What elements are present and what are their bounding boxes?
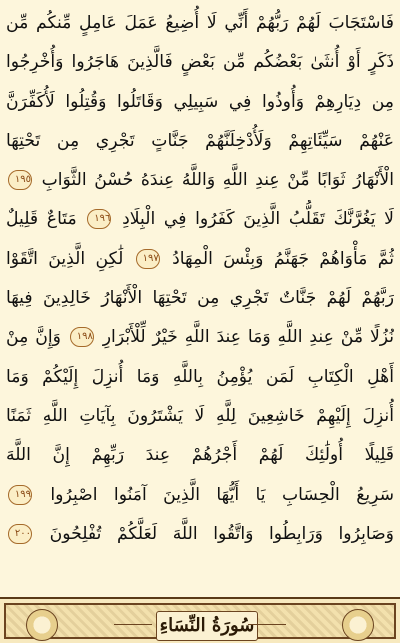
right-rosette-ornament-icon [342,609,374,641]
text-line-5 [6,161,394,200]
text-line-6 [6,200,394,239]
line-text: الْأَنْهَارُ ثَوَابًا مِّنْ عِندِ اللَّهِ وَاللَّهُ عِندَهُ حُسْنُ الثَّوَابِ [41,170,394,191]
quran-text-block [6,4,394,594]
left-frame-label [62,617,112,631]
right-divider [248,624,286,625]
line-text: فَاسْتَجَابَ لَهُمْ رَبُّهُمْ أَنِّي لَا أُضِيعُ عَمَلَ عَامِلٍ مِّنكُم مِّن [6,13,394,33]
line-text: وَصَابِرُوا وَرَابِطُوا وَاتَّقُوا اللَّهَ لَعَلَّكُمْ تُفْلِحُونَ [49,523,394,544]
line-text: أُنزِلَ إِلَيْهِمْ خَاشِعِينَ لِلَّهِ لَا يَشْتَرُونَ بِآيَاتِ اللَّهِ ثَمَنًا [6,405,394,426]
ayah-number-marker: ١٩٥ [8,170,32,190]
left-rosette-ornament-icon [26,609,58,641]
left-divider [114,624,152,625]
ayah-number-marker: ٢٠٠ [8,524,32,544]
line-text: لَا يَغُرَّنَّكَ تَقَلُّبُ الَّذِينَ كَفَرُوا فِي الْبِلَادِ [122,209,394,230]
text-line-7 [6,240,394,279]
line-tail-text: لَٰكِنِ الَّذِينَ اتَّقَوْا [6,248,124,269]
line-text: رَبَّهُمْ لَهُمْ جَنَّاتٌ تَجْرِي مِن تَحْتِهَا الْأَنْهَارُ خَالِدِينَ فِيهَا [6,288,394,309]
line-text: سَرِيعُ الْحِسَابِ يَا أَيُّهَا الَّذِينَ آمَنُوا اصْبِرُوا [50,484,394,505]
line-tail-text: مَتَاعٌ قَلِيلٌ [6,209,77,230]
ayah-number-marker: ١٩٨ [70,327,94,347]
line-text: أَهْلِ الْكِتَابِ لَمَن يُؤْمِنُ بِاللَّهِ وَمَا أُنزِلَ إِلَيْكُمْ وَمَا [6,366,394,387]
line-text: مِن دِيَارِهِمْ وَأُوذُوا فِي سَبِيلِي وَقَاتَلُوا وَقُتِلُوا لَأُكَفِّرَنَّ [6,91,394,112]
line-text: ثُمَّ مَأْوَاهُمْ جَهَنَّمُ وَبِئْسَ الْمِهَادُ [172,248,394,269]
text-line-11 [6,397,394,436]
line-text: عَنْهُمْ سَيِّئَاتِهِمْ وَلَأُدْخِلَنَّهُمْ جَنَّاتٍ تَجْرِي مِن تَحْتِهَا [6,130,394,151]
ayah-number-marker: ١٩٧ [136,249,160,269]
text-line-3 [6,83,394,122]
text-line-13 [6,476,394,515]
text-line-14 [6,515,394,554]
text-line-9 [6,318,394,357]
text-line-8 [6,279,394,318]
surah-header-frame [0,597,400,643]
surah-title: سُورَةُ النِّسَاءِ [156,611,258,641]
text-line-1 [6,4,394,43]
line-text: ذَكَرٍ أَوْ أُنثَىٰ بَعْضُكُم مِّن بَعْضٍ فَالَّذِينَ هَاجَرُوا وَأُخْرِجُوا [6,52,394,73]
ornamental-border [4,603,396,639]
text-line-10 [6,358,394,397]
line-text: نُزُلًا مِّنْ عِندِ اللَّهِ وَمَا عِندَ اللَّهِ خَيْرٌ لِّلْأَبْرَارِ [102,327,394,348]
ayah-number-marker: ١٩٦ [87,209,111,229]
line-tail-text: وَإِنَّ مِنْ [6,327,61,348]
right-frame-label [288,617,338,631]
text-line-4 [6,122,394,161]
ayah-number-marker: ١٩٩ [8,485,32,505]
text-line-2 [6,43,394,82]
line-text: قَلِيلًا أُولَٰئِكَ لَهُمْ أَجْرُهُمْ عِندَ رَبِّهِمْ إِنَّ اللَّهَ [6,445,394,466]
text-line-12 [6,436,394,475]
